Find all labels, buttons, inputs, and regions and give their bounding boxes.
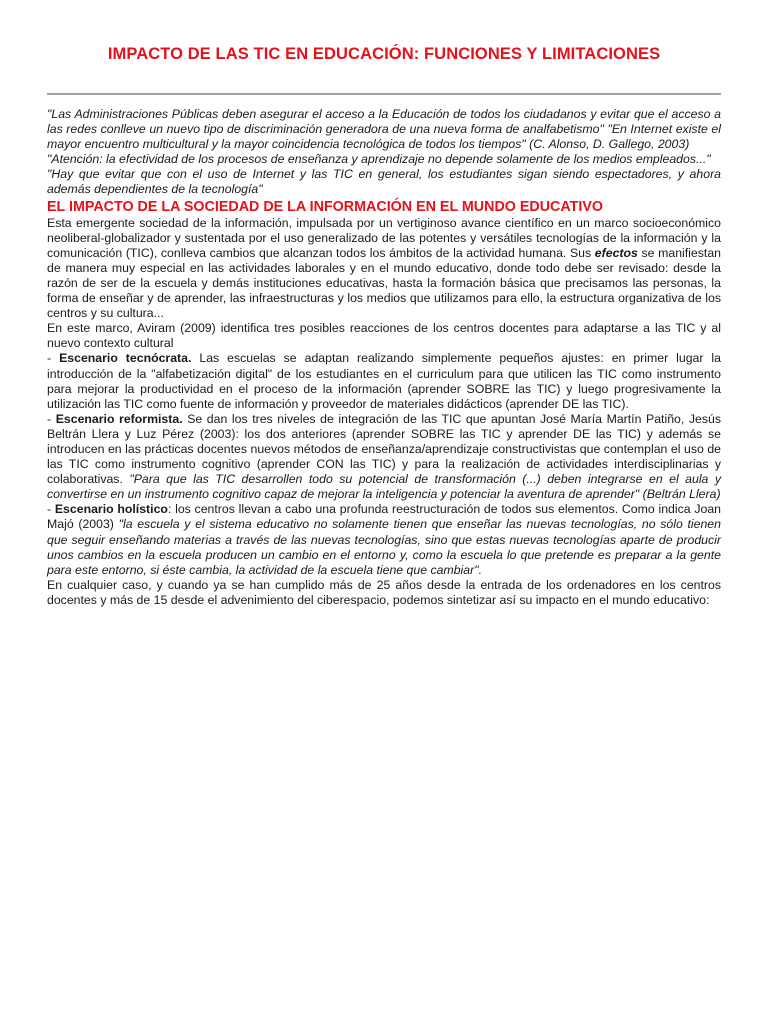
epigraph-quote-2: "Atención: la efectividad de los procesos de enseñanza y aprendizaje no depende solamente de los medios empleados..."	[47, 152, 711, 167]
paragraph-intro-text-a: Esta emergente sociedad de la información, impulsada por un vertiginoso avance científico en un marco socioeconómico neoliberal-globalizador y sustentada por el uso generalizado de las potentes y versátiles tecnologías de la información y la comunicación (TIC), conlleva cambios que alcanzan todos los ámbitos de la actividad humana. Sus	[47, 215, 721, 260]
section-heading: EL IMPACTO DE LA SOCIEDAD DE LA INFORMACIÓN EN EL MUNDO EDUCATIVO	[47, 198, 604, 215]
quote-1a: "Las Administraciones Públicas deben asegurar el acceso a la Educación de todos los ciudadanos y evitar que el acceso a las redes conlleve un nuevo tipo de discriminación generadora de una nueva forma de analfabetismo"	[47, 107, 721, 137]
scenario-name: Escenario reformista.	[55, 411, 183, 426]
quote-1b: "En Internet existe el mayor encuentro multicultural y la mayor coincidencia tecnológica de todos los tiempos" (C. Alonso, D. Gallego, 2003)	[47, 122, 721, 152]
document-title: IMPACTO DE LAS TIC EN EDUCACIÓN: FUNCIONES Y LIMITACIONES	[107, 45, 661, 63]
scenario-dash: -	[47, 411, 56, 426]
scenario-text: Las escuelas se adaptan realizando simplemente pequeños ajustes: en primer lugar la introducción de la "alfabetización digital" de los estudiantes en el curriculum para que utilicen las TIC como instrumento para mejorar la productividad en el proceso de la información (aprender SOBRE las TIC) y luego progresivamente la utilización las TIC como fuente de información y proveedor de materiales didácticos (aprender DE las TIC).	[47, 351, 721, 411]
scenario-text: Se dan los tres niveles de integración de las TIC que apuntan José María Martín Patiño, Jesús Beltrán Llera y Luz Pérez (2003): los dos anteriores (aprender SOBRE las TIC y aprender DE las TIC) y además se introducen en las prácticas docentes nuevos métodos de enseñanza/aprendizaje constructivistas que contemplan el uso de las TIC como instrumento cognitivo (aprender CON las TIC) y para la realización de actividades interdisciplinarias y colaborativas.	[47, 411, 721, 487]
scenario-name: Escenario tecnócrata.	[59, 351, 192, 366]
epigraph-quote-3: "Hay que evitar que con el uso de Internet y las TIC en general, los estudiantes sigan siendo espectadores, y ahora además dependientes de la tecnología"	[47, 167, 721, 197]
scenario-quote: "la escuela y el sistema educativo no solamente tienen que enseñar las nuevas tecnologías, no sólo tienen que seguir enseñando materias a través de las nuevas tecnologías, sino que estas nuevas tecnologías aparte de producir unos cambios en la escuela producen un cambio en el entorno y, como la escuela lo que pretende es preparar a la gente para este entorno, si éste cambia, la actividad de la escuela tiene que cambiar".	[47, 517, 721, 577]
paragraph-conclusion: En cualquier caso, y cuando ya se han cumplido más de 25 años desde la entrada de los ordenadores en los centros docentes y más de 15 desde el advenimiento del ciberespacio, podemos sintetizar así su impacto en el mundo educativo:	[47, 577, 721, 607]
scenario-name: Escenario holístico	[54, 502, 168, 517]
scenario-technocratic	[47, 351, 721, 411]
horizontal-rule	[47, 93, 721, 95]
scenario-text: : los centros llevan a cabo una profunda reestructuración de todos sus elementos. Como indica Joan Majó (2003)	[47, 502, 722, 532]
document-body	[47, 107, 721, 608]
scenario-holistic	[47, 502, 721, 577]
epigraph-quote-1	[47, 107, 721, 152]
paragraph-aviram: En este marco, Aviram (2009) identifica tres posibles reacciones de los centros docentes para adaptarse a las TIC y al nuevo contexto cultural	[47, 321, 721, 351]
paragraph-intro-text-c: se manifiestan de manera muy especial en las actividades laborales y en el mundo educativo, donde todo debe ser revisado: desde la razón de ser de la escuela y demás instituciones educativas, hasta la formación básica que precisamos las personas, la forma de enseñar y de aprender, las infraestructuras y los medios que utilizamos para ello, la estructura organizativa de los centros y su cultura...	[47, 245, 721, 321]
emphasis-efectos: efectos	[594, 245, 638, 260]
paragraph-intro	[47, 216, 721, 322]
scenario-reformist	[47, 412, 721, 503]
scenario-quote: "Para que las TIC desarrollen todo su potencial de transformación (...) deben integrarse en el aula y convertirse en un instrumento cognitivo capaz de mejorar la inteligencia y potenciar la aventura de aprender" (Beltrán Llera)	[47, 472, 722, 502]
scenario-dash: -	[47, 351, 60, 366]
scenario-dash: -	[47, 502, 55, 517]
